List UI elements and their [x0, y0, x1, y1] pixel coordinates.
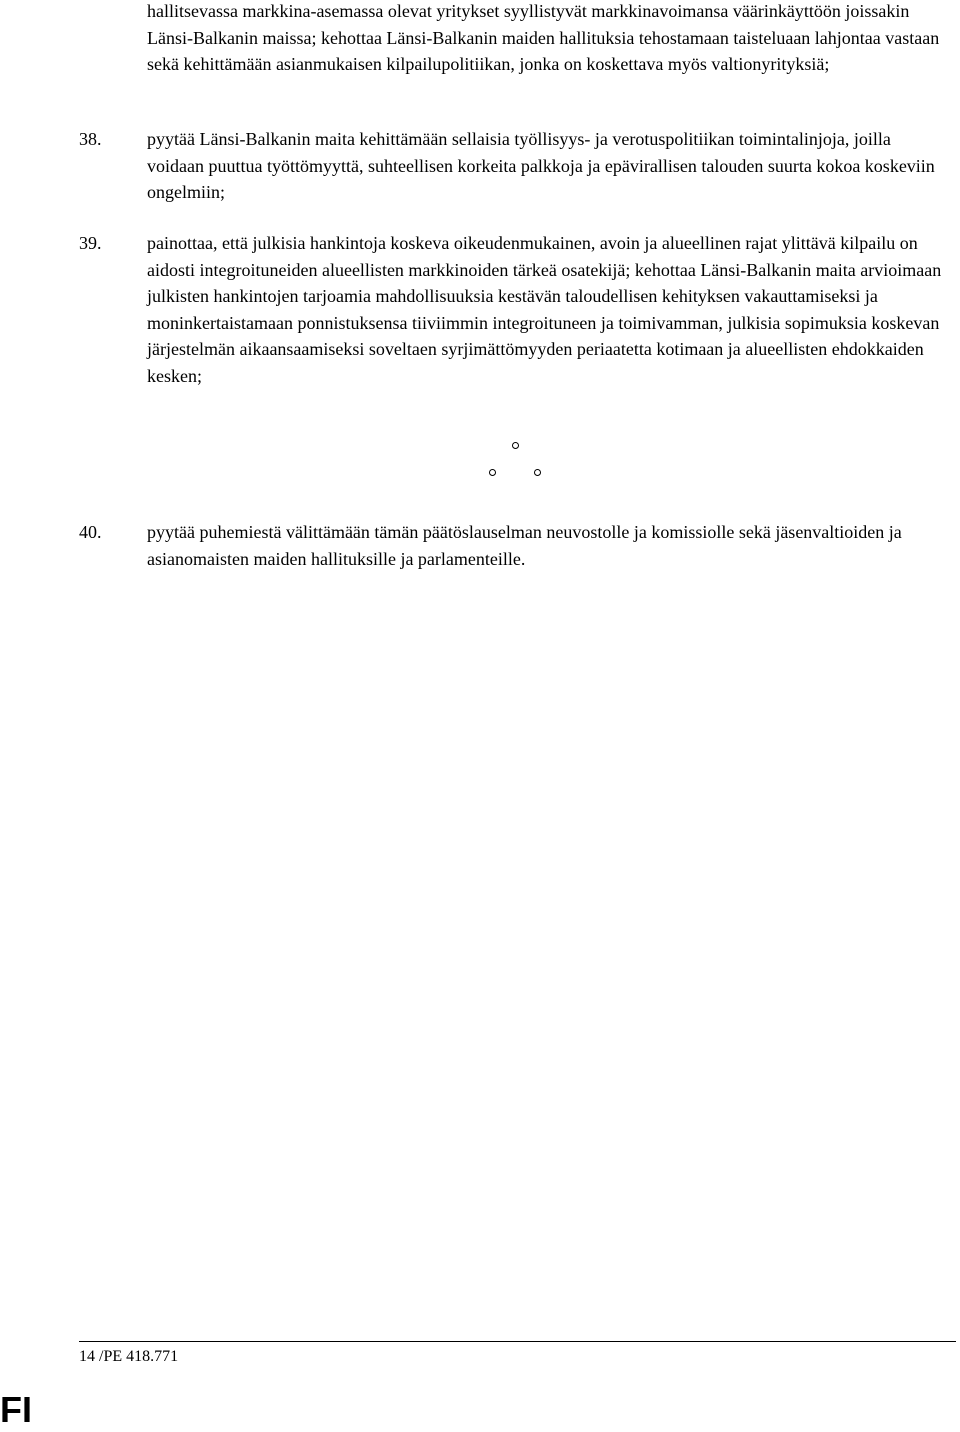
circle-icon	[489, 469, 496, 476]
language-code: FI	[0, 1389, 32, 1430]
paragraph-39: painottaa, että julkisia hankintoja koskeva oikeudenmukainen, avoin ja alueellinen rajat ylittävä kilpailu on aidosti integroituneiden alueellisten markkinoiden tärkeä osatekijä; kehottaa Länsi-Balkanin maita arvioimaan julkisten hankintojen tarjoamia mahdollisuuksia kestävän taloudellisen kehityksen vakauttamiseksi ja moninkertaistamaan ponnistuksensa tiiviimmin integroituneen ja toimivamman, julkisia sopimuksia koskevan järjestelmän aikaansaamiseksi soveltaen syrjimättömyyden periaatetta kotimaan ja alueellisten ehdokkaiden kesken;	[147, 233, 942, 386]
circle-icon	[512, 442, 519, 449]
paragraph-number-40: 40.	[79, 522, 102, 542]
paragraph-38: pyytää Länsi-Balkanin maita kehittämään sellaisia työllisyys- ja verotuspolitiikan toimintalinjoja, joilla voidaan puuttua työttömyyttä, suhteellisen korkeita palkkoja ja epävirallisen talouden suurta kokoa koskeviin ongelmiin;	[147, 129, 935, 202]
paragraph-continuation: hallitsevassa markkina-asemassa olevat yritykset syyllistyvät markkinavoimansa väärinkäyttöön joissakin Länsi-Balkanin maissa; kehottaa Länsi-Balkanin maiden hallituksia tehostamaan taisteluaan lahjontaa vastaan sekä kehittämään asianmukaisen kilpailupolitiikan, jonka on koskettava myös valtionyrityksiä;	[147, 1, 940, 74]
paragraph-number-38: 38.	[79, 129, 102, 149]
footer-divider	[79, 1341, 956, 1342]
paragraph-40: pyytää puhemiestä välittämään tämän päätöslauselman neuvostolle ja komissiolle sekä jäsenvaltioiden ja asianomaisten maiden hallituksille ja parlamenteille.	[147, 522, 902, 569]
footer-document-reference: 14 /PE 418.771	[79, 1348, 179, 1365]
paragraph-number-39: 39.	[79, 233, 102, 253]
section-separator-ornament	[470, 438, 560, 488]
circle-icon	[534, 469, 541, 476]
